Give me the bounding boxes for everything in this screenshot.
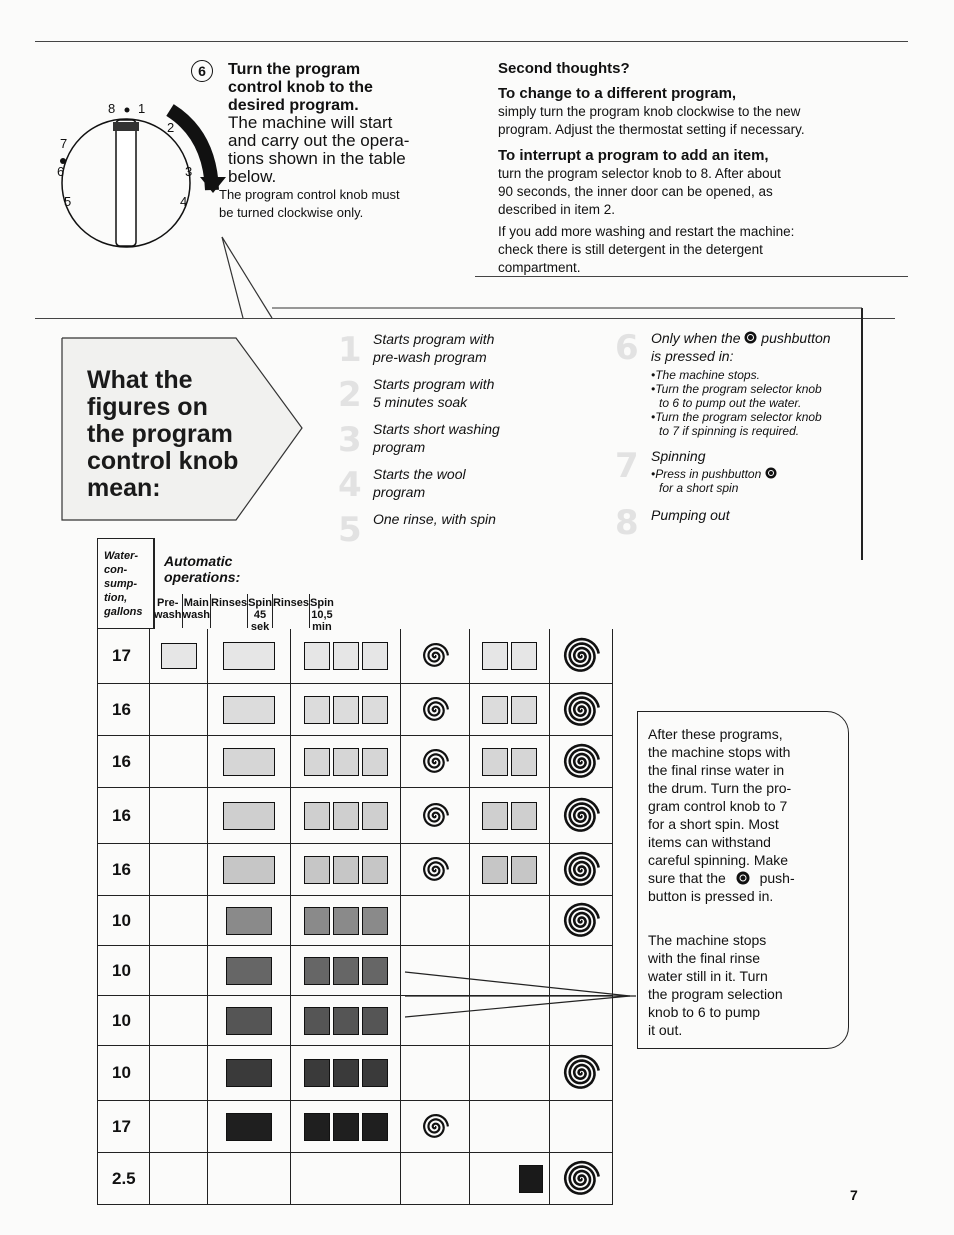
figure-number-8: 8 xyxy=(615,503,639,543)
figure-6-bullets: •The machine stops. •Turn the program selector knob to 6 to pump out the water. •Turn the program selector knob to 7 if spinning is required. xyxy=(651,368,822,438)
knob-label-7: 7 xyxy=(60,136,68,151)
figure-number-4: 4 xyxy=(338,465,362,505)
second-thoughts-section: Second thoughts? To change to a different program, simply turn the program knob clockwise to the new program. Adjust the thermostat setting if necessary. To interrupt a program to add an item, turn the program selector knob to 8. After about 90 seconds, the inner door can be opened, as described in item 2. If you add more washing and restart the machine: check there is still detergent in the detergent compartment. xyxy=(498,59,898,277)
second-thoughts-title: Second thoughts? xyxy=(498,60,630,77)
note-a: After these programs, the machine stops with the final rinse water in the drum. Turn the pro- gram control knob to 7 for a short spin. Most items can withstand careful spinning. Make sure that the push- button is pressed in. xyxy=(648,726,795,904)
water-consumption-value: 17 xyxy=(97,629,150,684)
figure-desc-4: Starts the wool program xyxy=(373,466,466,500)
water-consumption-value: 10 xyxy=(97,996,150,1046)
water-consumption-value: 16 xyxy=(97,736,150,788)
figure-number-6: 6 xyxy=(615,328,639,368)
knob-label-8: 8 xyxy=(108,101,116,116)
knob-label-3: 3 xyxy=(185,164,193,179)
figure-desc-6: Only when the pushbutton is pressed in: xyxy=(651,330,831,364)
page-number: 7 xyxy=(850,1187,858,1203)
figure-number-1: 1 xyxy=(338,330,362,370)
figure-number-7: 7 xyxy=(615,446,639,486)
knob-label-4: 4 xyxy=(180,194,188,209)
step-body: The machine will start and carry out the opera- tions shown in the table below. xyxy=(228,113,410,186)
step-number-badge: 6 xyxy=(191,60,213,82)
water-consumption-value: 2.5 xyxy=(97,1153,150,1205)
step-title: Turn the program control knob to the desired program. xyxy=(228,61,373,114)
water-consumption-header: Water- con- sump- tion, gallons xyxy=(98,539,154,629)
figure-7-bullets: •Press in pushbutton for a short spin xyxy=(651,467,851,495)
knob-label-5: 5 xyxy=(64,194,72,209)
water-consumption-value: 10 xyxy=(97,1046,150,1101)
figure-number-5: 5 xyxy=(338,510,362,550)
figure-number-3: 3 xyxy=(338,420,362,460)
figure-desc-7: Spinning xyxy=(651,448,706,464)
figure-desc-3: Starts short washing program xyxy=(373,421,500,455)
interrupt-program-title: To interrupt a program to add an item, xyxy=(498,147,769,164)
figure-desc-2: Starts program with 5 minutes soak xyxy=(373,376,495,410)
water-consumption-value: 10 xyxy=(97,896,150,946)
note-b: The machine stops with the final rinse water still in it. Turn the program selection knob to 6 to pump it out. xyxy=(648,932,783,1038)
figure-desc-5: One rinse, with spin xyxy=(373,511,496,527)
change-program-title: To change to a different program, xyxy=(498,85,737,102)
knob-label-1: 1 xyxy=(138,101,146,116)
water-consumption-value: 16 xyxy=(97,844,150,896)
water-consumption-value: 10 xyxy=(97,946,150,996)
automatic-operations-header: Automatic operations: Pre-wash Main wash Rinses Spin 45 sek Rinses Spin 10,5 min xyxy=(154,539,155,629)
figure-desc-8: Pumping out xyxy=(651,507,730,523)
figures-title: What the figures on the program control knob mean: xyxy=(87,366,239,502)
water-consumption-value: 17 xyxy=(97,1101,150,1153)
figure-number-2: 2 xyxy=(338,375,362,415)
step-note: The program control knob must be turned clockwise only. xyxy=(219,187,400,220)
figure-desc-1: Starts program with pre-wash program xyxy=(373,331,495,365)
knob-label-6: 6 xyxy=(57,164,65,179)
water-consumption-value: 16 xyxy=(97,788,150,844)
knob-label-2: 2 xyxy=(167,120,175,135)
water-consumption-value: 16 xyxy=(97,684,150,736)
